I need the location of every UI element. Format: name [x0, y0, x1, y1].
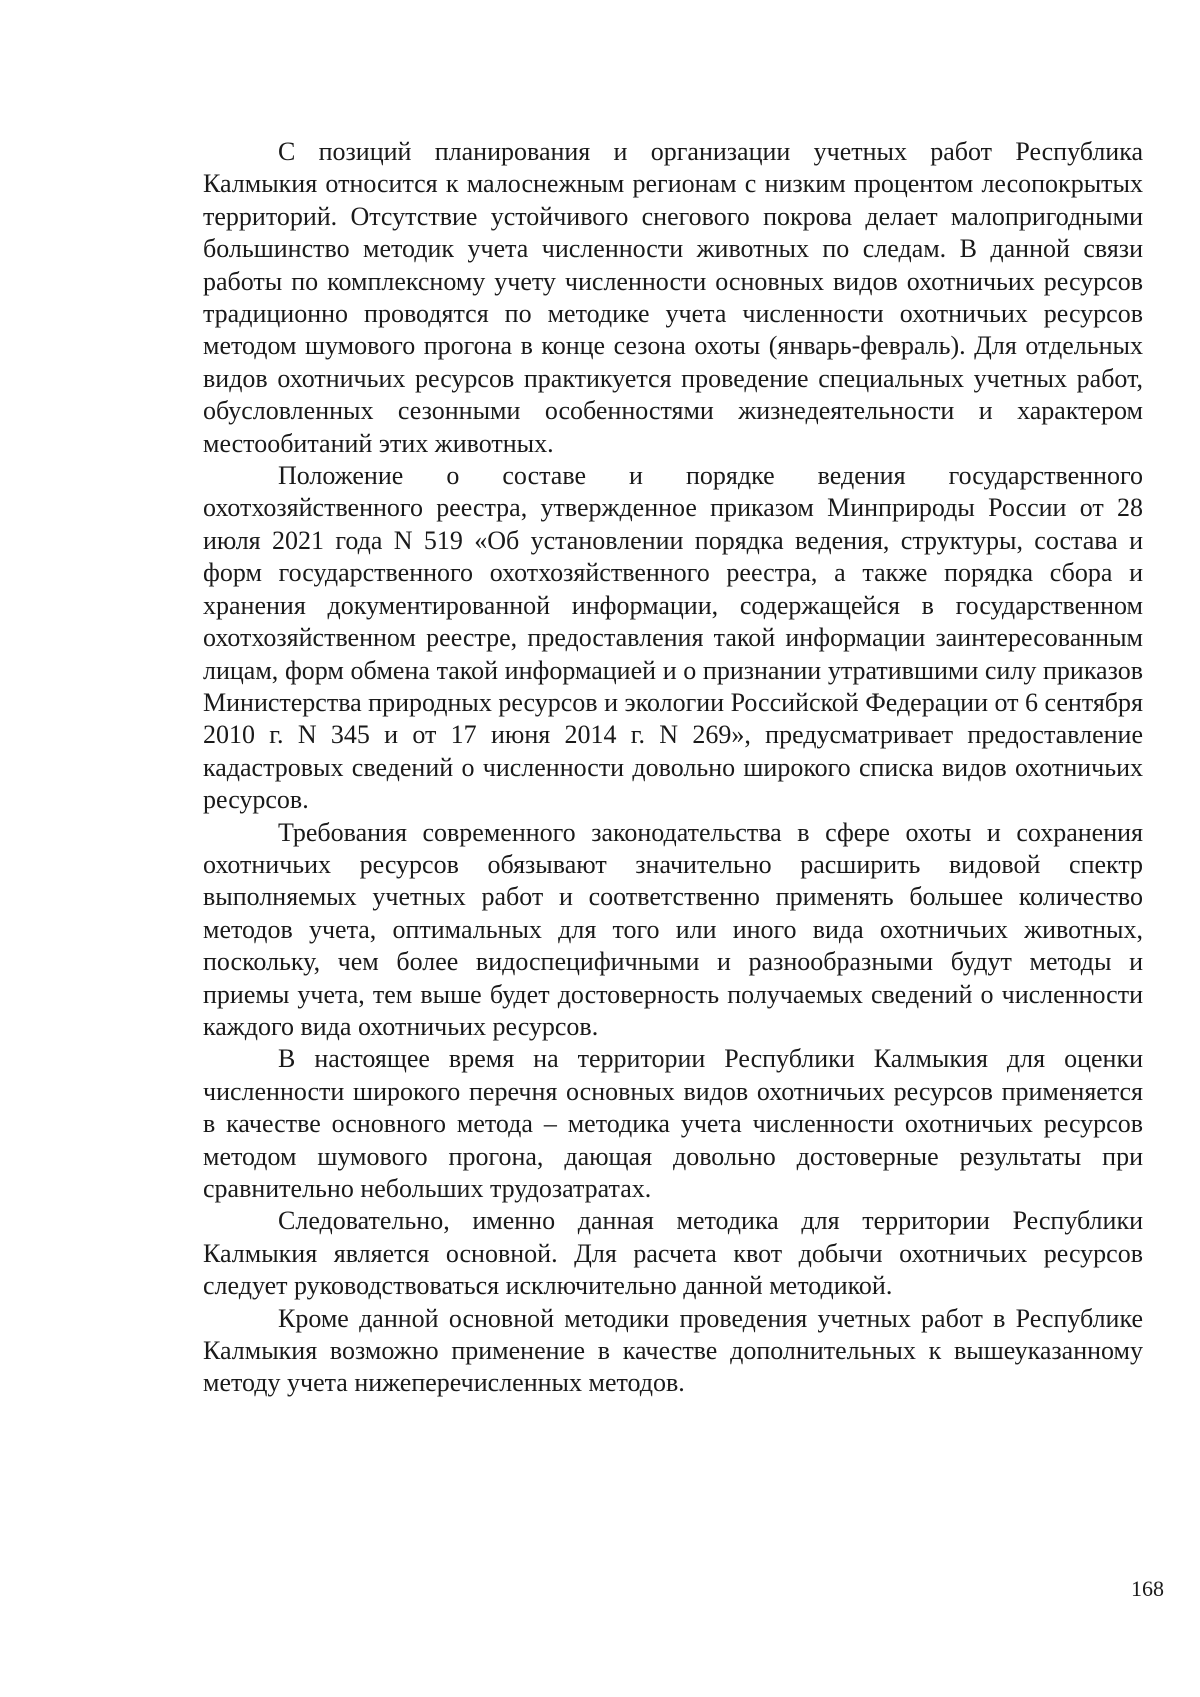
paragraph-5: Следовательно, именно данная методика для территории Республики Калмыкия является основной. Для расчета квот добычи охотничьих ресурсов следует руководствоваться исключительно данной методикой.	[203, 1206, 1143, 1301]
document-body	[203, 136, 1143, 1400]
page-number: 168	[1131, 1576, 1164, 1601]
paragraph-6: Кроме данной основной методики проведения учетных работ в Республике Калмыкия возможно применение в качестве дополнительных к вышеуказанному методу учета нижеперечисленных методов.	[203, 1303, 1143, 1398]
paragraph-1: С позиций планирования и организации учетных работ Республика Калмыкия относится к малоснежным регионам с низким процентом лесопокрытых территорий. Отсутствие устойчивого снегового покрова делает малопригодными большинство методик учета численности животных по следам. В данной связи работы по комплексному учету численности основных видов охотничьих ресурсов традиционно проводятся по методике учета численности охотничьих ресурсов методом шумового прогона в конце сезона охоты (январь-февраль). Для отдельных видов охотничьих ресурсов практикуется проведение специальных учетных работ, обусловленных сезонными особенностями жизнедеятельности и характером местообитаний этих животных.	[203, 137, 1143, 458]
paragraph-3: Требования современного законодательства в сфере охоты и сохранения охотничьих ресурсов обязывают значительно расширить видовой спектр выполняемых учетных работ и соответственно применять большее количество методов учета, оптимальных для того или иного вида охотничьих животных, поскольку, чем более видоспецифичными и разнообразными будут методы и приемы учета, тем выше будет достоверность получаемых сведений о численности каждого вида охотничьих ресурсов.	[203, 817, 1143, 1041]
paragraph-4: В настоящее время на территории Республики Калмыкия для оценки численности широкого перечня основных видов охотничьих ресурсов применяется в качестве основного метода – методика учета численности охотничьих ресурсов методом шумового прогона, дающая довольно достоверные результаты при сравнительно небольших трудозатратах.	[203, 1044, 1143, 1203]
paragraph-2: Положение о составе и порядке ведения государственного охотхозяйственного реестра, утвержденное приказом Минприроды России от 28 июля 2021 года N 519 «Об установлении порядка ведения, структуры, состава и форм государственного охотхозяйственного реестра, а также порядка сбора и хранения документированной информации, содержащейся в государственном охотхозяйственном реестре, предоставления такой информации заинтересованным лицам, форм обмена такой информацией и о признании утратившими силу приказов Министерства природных ресурсов и экологии Российской Федерации от 6 сентября 2010 г. N 345 и от 17 июня 2014 г. N 269», предусматривает предоставление кадастровых сведений о численности довольно широкого списка видов охотничьих ресурсов.	[203, 461, 1143, 815]
